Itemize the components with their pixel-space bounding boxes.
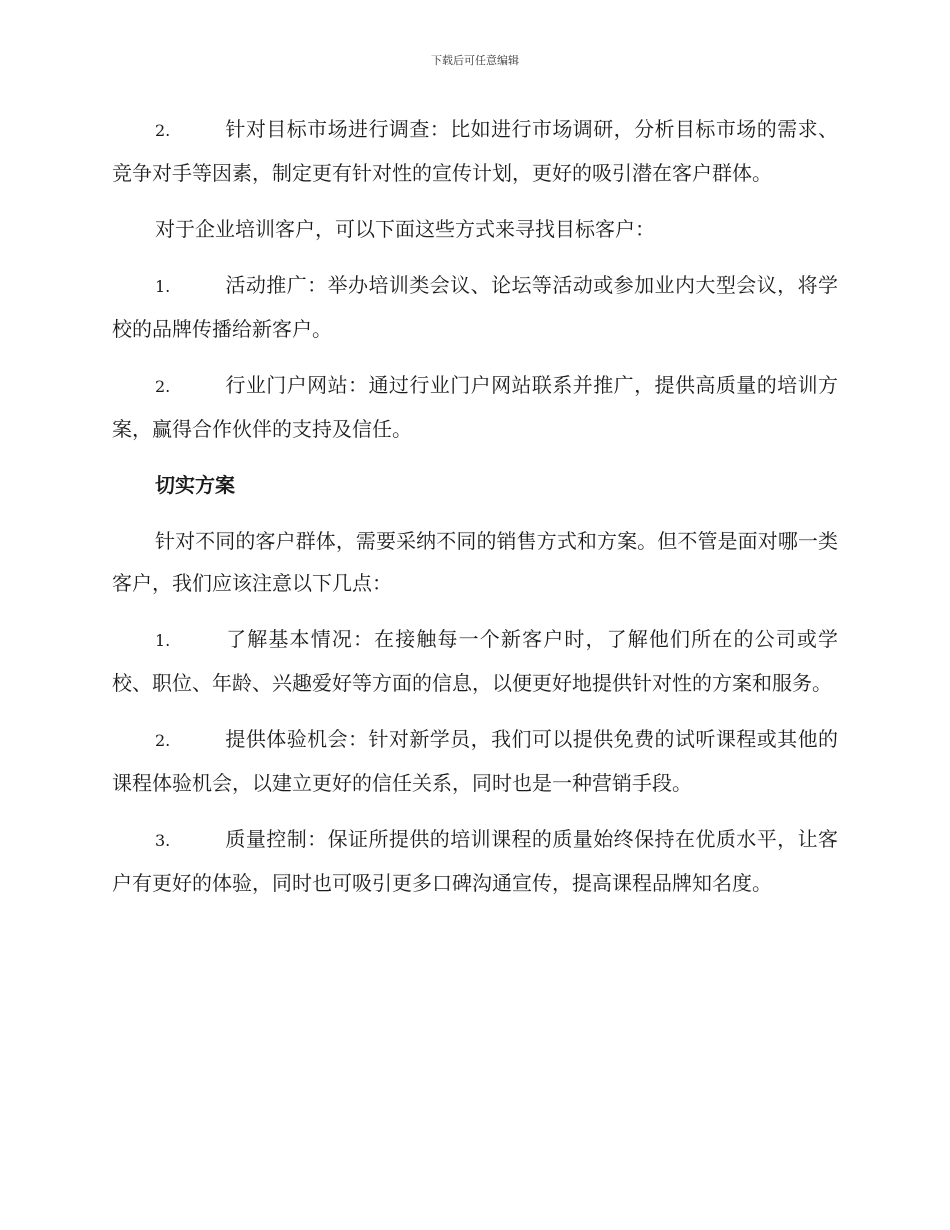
list-item	[112, 264, 838, 350]
paragraph: 针对不同的客户群体，需要采纳不同的销售方式和方案。但不管是面对哪一类客户，我们应该注意以下几点：	[112, 529, 838, 595]
list-item-text: 了解基本情况：在接触每一个新客户时，了解他们所在的公司或学校、职位、年龄、兴趣爱好等方面的信息，以便更好地提供针对性的方案和服务。	[112, 627, 838, 695]
list-item-number: 1.	[155, 277, 171, 296]
section-heading: 切实方案	[155, 473, 235, 497]
document-body	[112, 108, 838, 918]
list-item-text: 提供体验机会：针对新学员，我们可以提供免费的试听课程或其他的课程体验机会，以建立更好的信任关系，同时也是一种营销手段。	[112, 727, 838, 795]
list-item	[112, 718, 838, 804]
list-item-text: 行业门户网站：通过行业门户网站联系并推广，提供高质量的培训方案，赢得合作伙伴的支持及信任。	[112, 373, 838, 441]
list-item-number: 2.	[155, 731, 171, 750]
list-item	[112, 618, 838, 704]
list-item-text: 针对目标市场进行调查：比如进行市场调研，分析目标市场的需求、竞争对手等因素，制定更有针对性的宣传计划，更好的吸引潜在客户群体。	[112, 117, 838, 185]
list-item-number: 2.	[155, 121, 171, 140]
page-header: 下载后可任意编辑	[431, 54, 519, 67]
list-item	[112, 818, 838, 904]
list-item	[112, 364, 838, 450]
list-item-number: 2.	[155, 377, 171, 396]
list-item-number: 1.	[155, 631, 171, 650]
paragraph: 对于企业培训客户，可以下面这些方式来寻找目标客户：	[155, 217, 655, 241]
list-item	[112, 108, 838, 194]
list-item-text: 活动推广：举办培训类会议、论坛等活动或参加业内大型会议，将学校的品牌传播给新客户。	[112, 273, 838, 341]
list-item-number: 3.	[155, 831, 171, 850]
list-item-text: 质量控制：保证所提供的培训课程的质量始终保持在优质水平，让客户有更好的体验，同时也可吸引更多口碑沟通宣传，提高课程品牌知名度。	[112, 827, 838, 895]
